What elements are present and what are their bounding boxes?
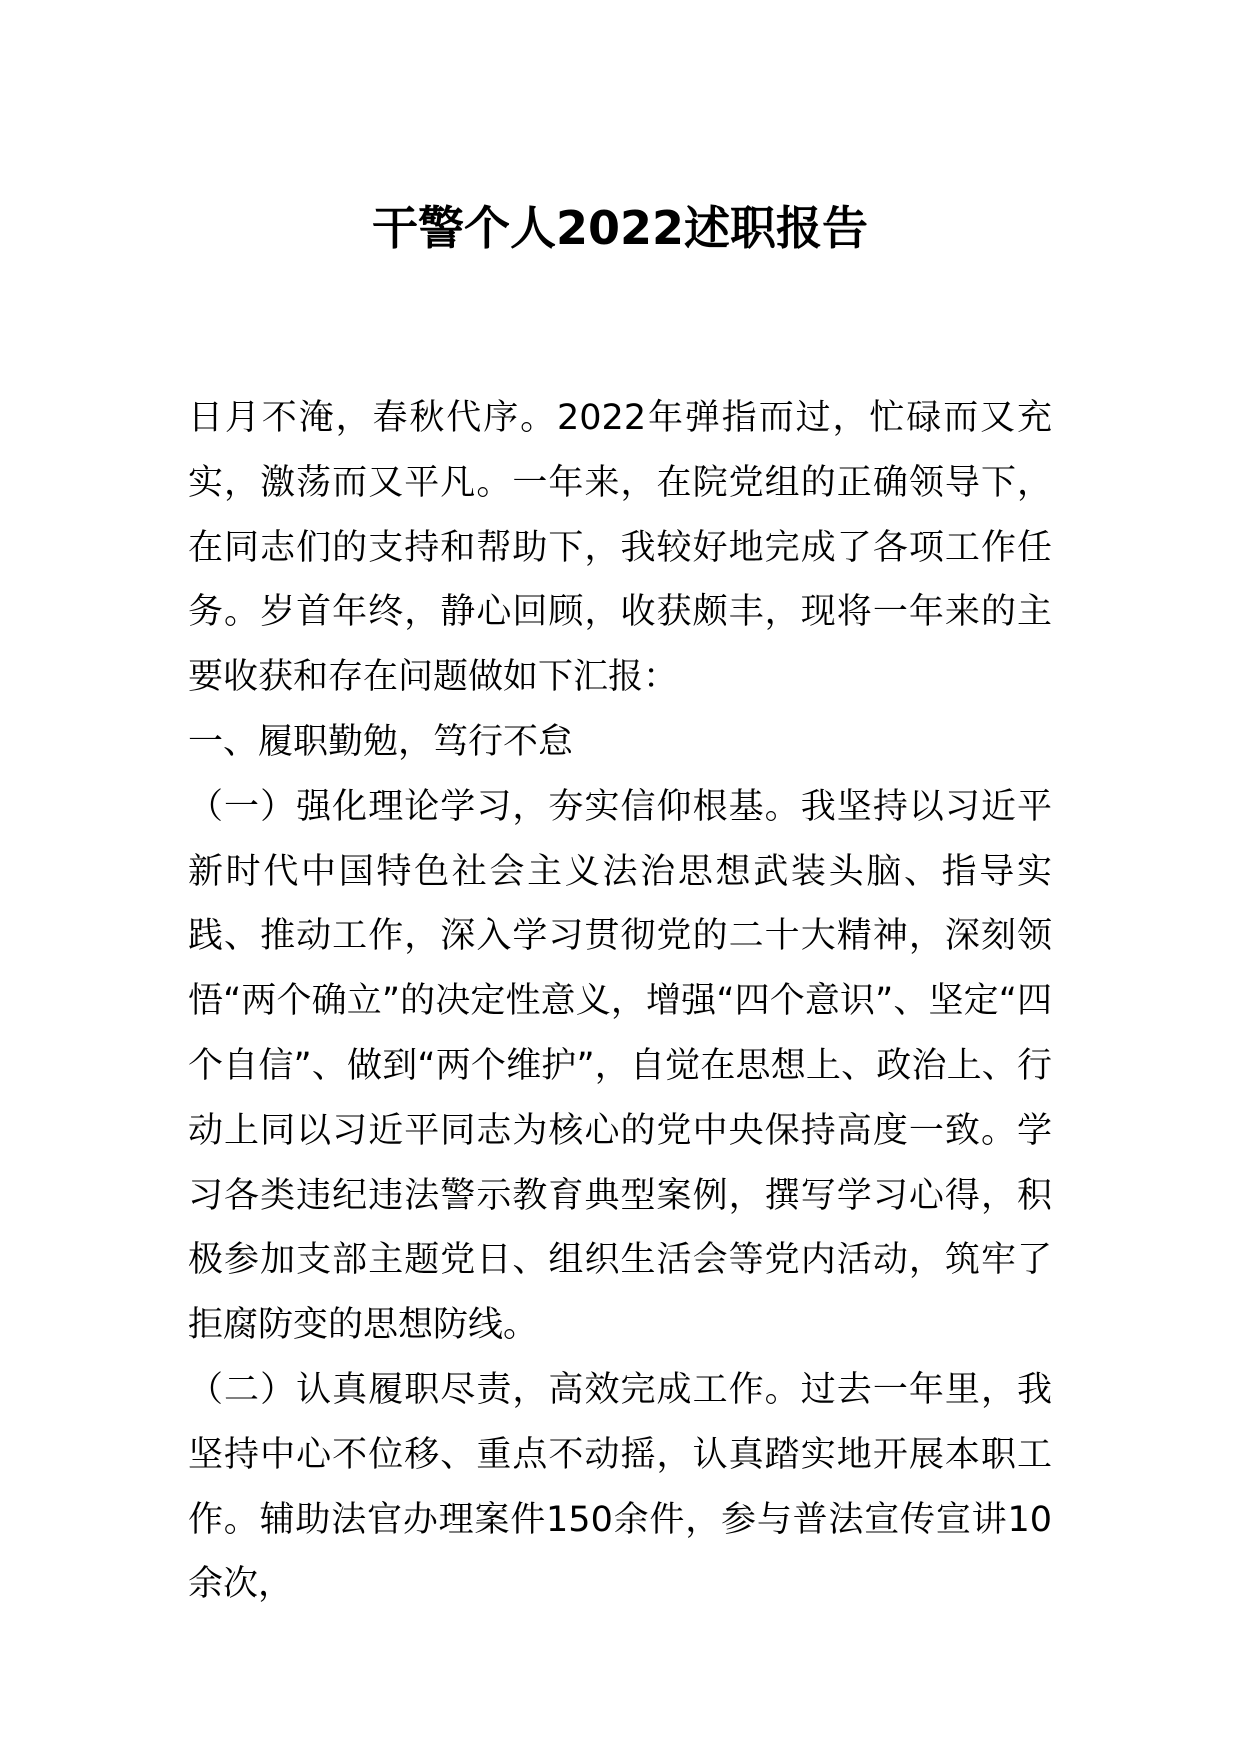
document-title: 干警个人2022述职报告 xyxy=(371,201,869,255)
section-heading: 一、履职勤勉，笃行不怠 xyxy=(188,721,574,762)
intro-paragraph: 日月不淹，春秋代序。2022年弹指而过，忙碌而又充实，激荡而又平凡。一年来，在院党组的正确领导下，在同志们的支持和帮助下，我较好地完成了各项工作任务。岁首年终，静心回顾，收获颇丰，现将一年来的主要收获和存在问题做如下汇报： xyxy=(188,398,1052,698)
subsection-paragraph-1: （一）强化理论学习，夯实信仰根基。我坚持以习近平新时代中国特色社会主义法治思想武装头脑、指导实践、推动工作，深入学习贯彻党的二十大精神，深刻领悟“两个确立”的决定性意义，增强“四个意识”、坚定“四个自信”、做到“两个维护”，自觉在思想上、政治上、行动上同以习近平同志为核心的党中央保持高度一致。学习各类违纪违法警示教育典型案例，撰写学习心得，积极参加支部主题党日、组织生活会等党内活动，筑牢了拒腐防变的思想防线。 xyxy=(188,786,1052,1346)
subsection-paragraph-2: （二）认真履职尽责，高效完成工作。过去一年里，我坚持中心不位移、重点不动摇，认真踏实地开展本职工作。辅助法官办理案件150余件，参与普法宣传宣讲10余次， xyxy=(188,1369,1052,1605)
document-body xyxy=(188,386,1052,1617)
